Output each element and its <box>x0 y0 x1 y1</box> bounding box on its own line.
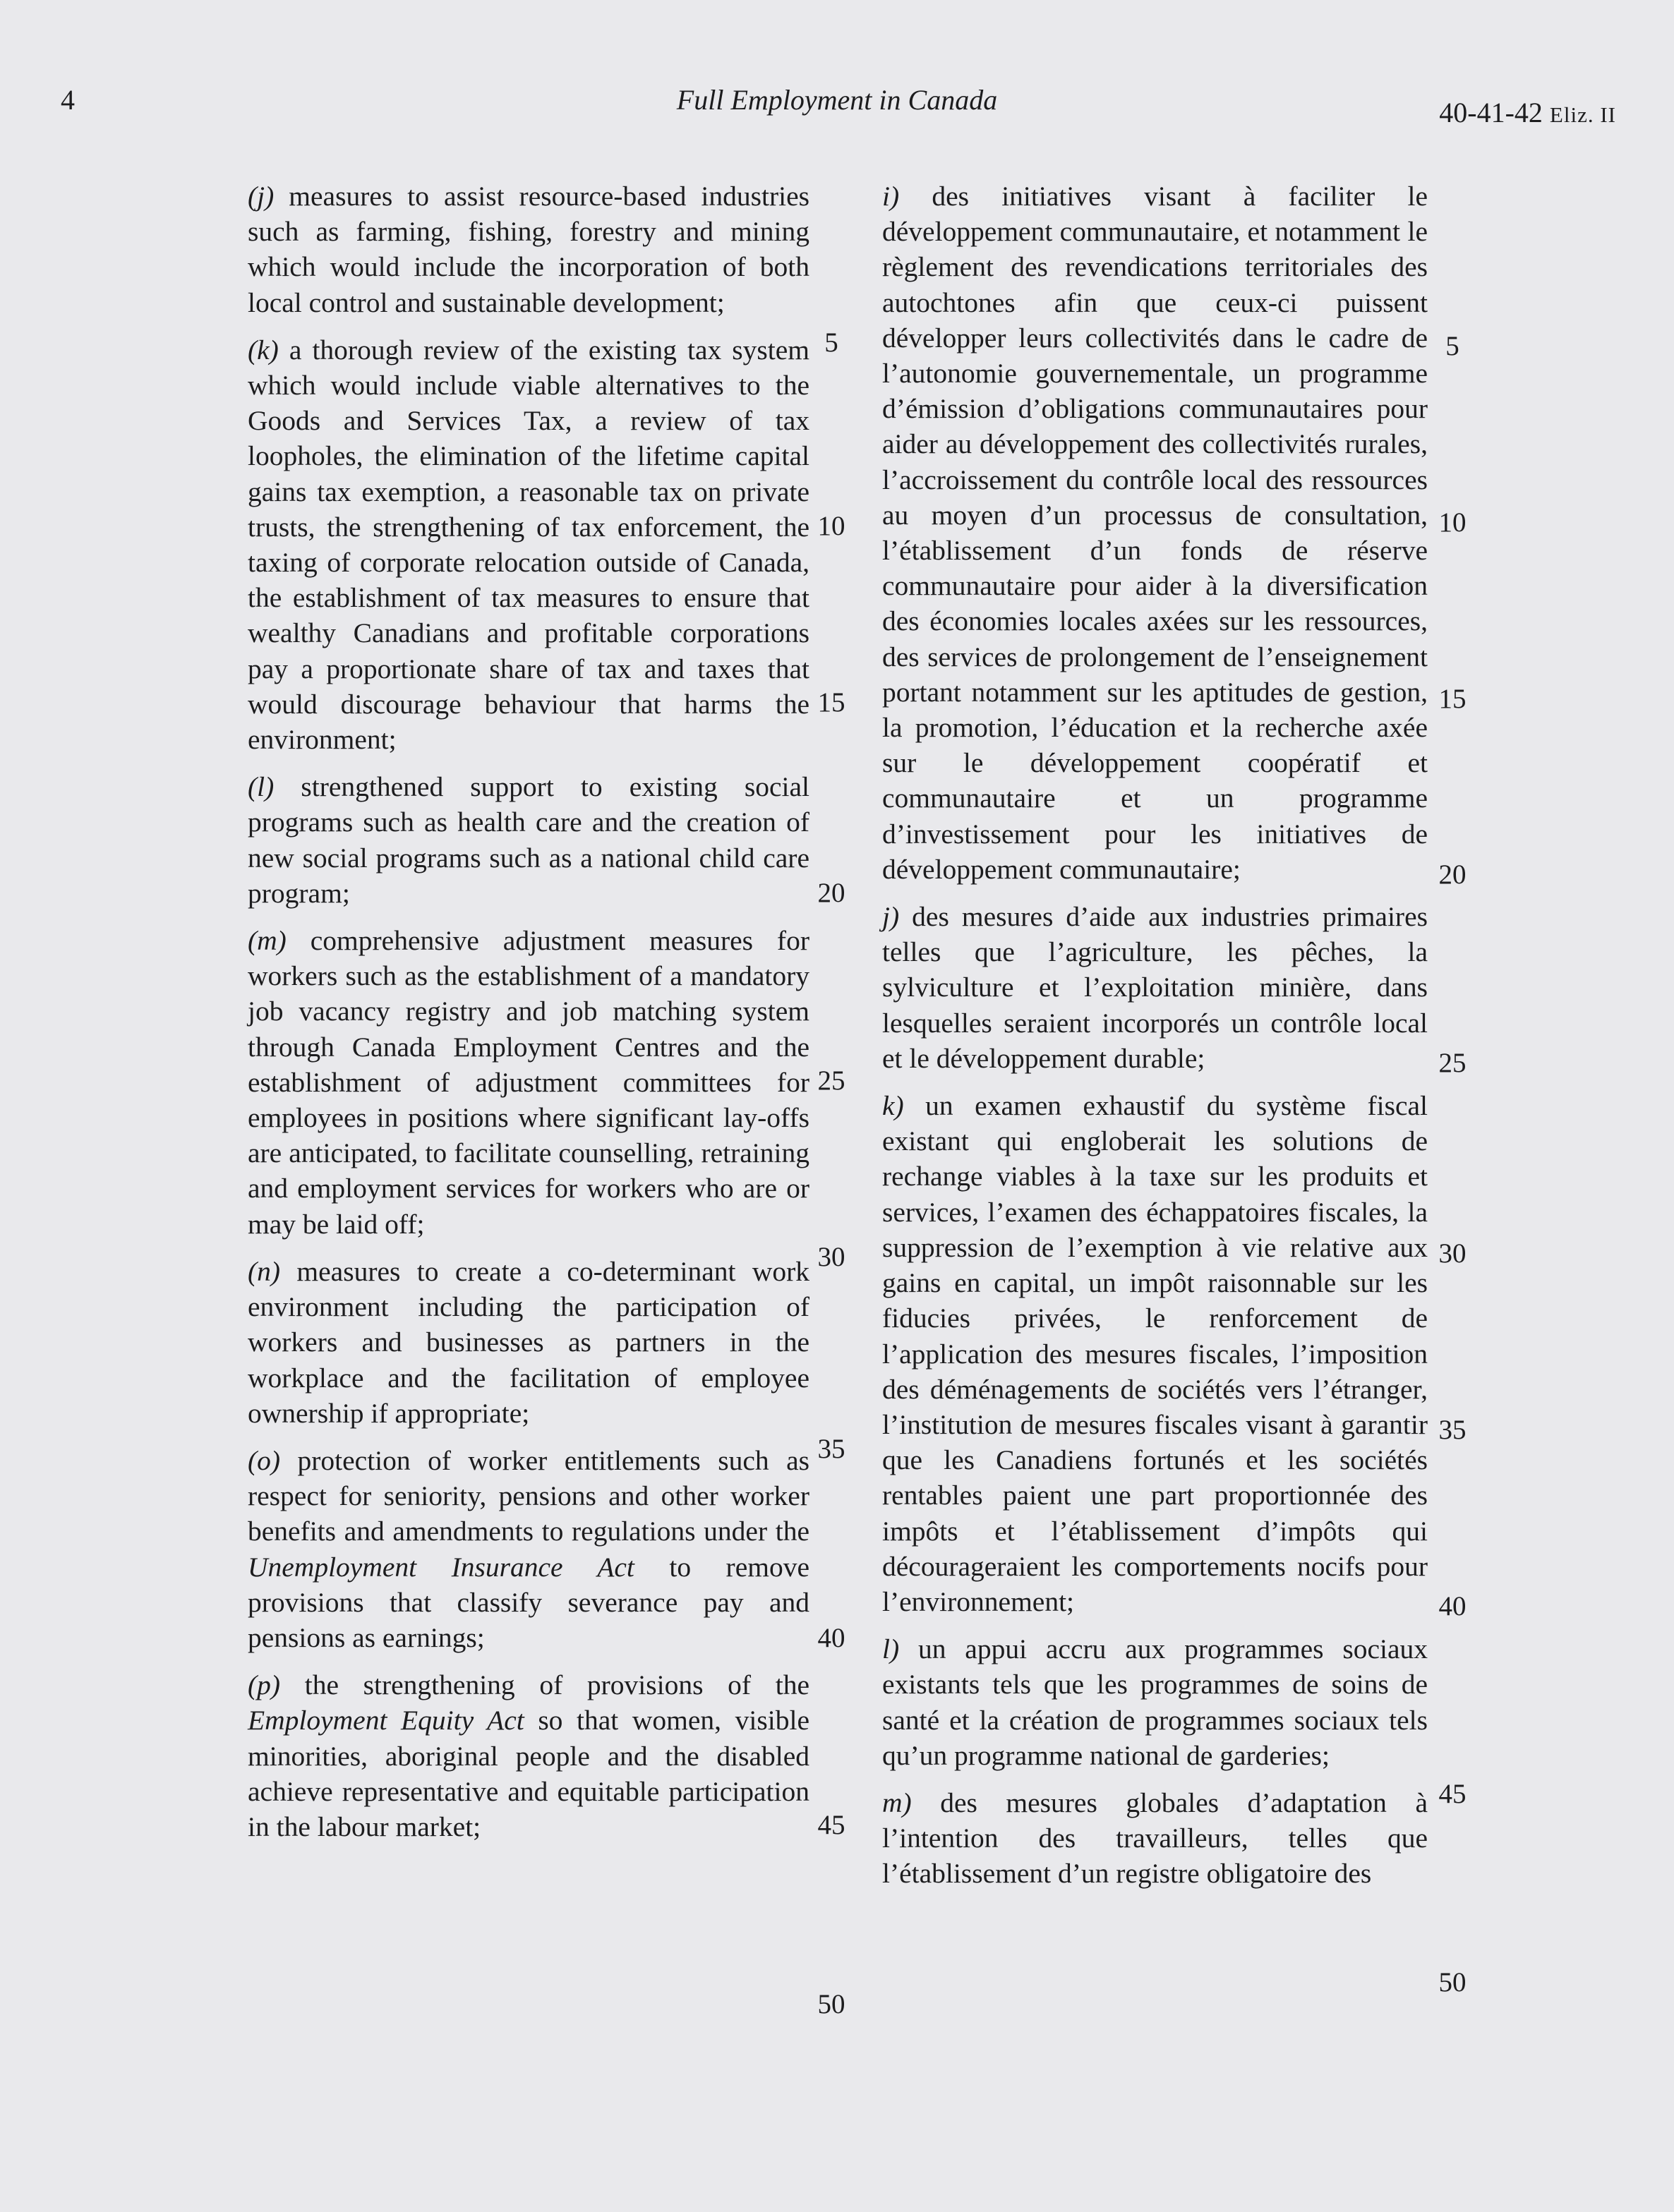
session-reference: 40-41-42 Eliz. II <box>1439 97 1616 128</box>
paragraph-n-en: (n) measures to create a co-determinant work environment including the participation of workers and businesses as partners in the workplace and the facilitation of employee ownership if appropriate; <box>248 1255 809 1429</box>
act-title: Unemployment Insurance Act <box>248 1551 634 1583</box>
clause-label: (o) <box>248 1444 281 1476</box>
paragraph-l-en: (l) strengthened support to existing social programs such as health care and the creation of new social programs such as a national child care program; <box>248 771 809 909</box>
clause-label: i) <box>882 181 900 212</box>
running-title: Full Employment in Canada <box>676 84 998 116</box>
line-number: 40 <box>817 1623 845 1653</box>
line-number: 10 <box>1438 507 1467 538</box>
paragraph-m-en: (m) comprehensive adjustment measures for workers such as the establishment of a mandatory job vacancy registry and job matching system through Canada Employment Centres and the establishment of adjustment committees for employees in positions where significant lay-offs are anticipated, to facilitate counselling, retraining and employment services for workers who are or may be laid off; <box>248 925 809 1240</box>
paragraph-i-fr: i) des initiatives visant à faciliter le développement communautaire, et notamment le règlement des revendications territoriales des autochtones afin que ceux-ci puissent développer leurs collectivités dans le cadre de l’autonomie gouvernementale, un programme d’émission d’obligations communautaires pour aider au développement des collectivités rurales, l’accroissement du contrôle local des ressources au moyen d’un processus de consultation, l’établissement d’un fonds de réserve communautaire pour aider à la diversification des économies locales axées sur les ressources, des services de prolongement de l’enseignement portant notamment sur les aptitudes de gestion, la promotion, l’éducation et la recherche axée sur le développement coopératif et communautaire et un programme d’investissement pour les initiatives de développement communautaire; <box>882 181 1428 885</box>
paragraph-j-en: (j) measures to assist resource-based industries such as farming, fishing, forestry and mining which would include the incorporation of both local control and sustainable development; <box>248 181 809 318</box>
line-number: 10 <box>817 511 845 541</box>
line-number: 50 <box>817 1989 845 2019</box>
clause-label: (k) <box>248 334 279 365</box>
paragraph-p-en: (p) the strengthening of provisions of the Employment Equity Act so that women, visible minorities, aboriginal people and the disabled achieve representative and equitable participation in the labour market; <box>248 1669 809 1842</box>
line-number: 20 <box>817 878 845 908</box>
clause-label: (n) <box>248 1255 281 1287</box>
paragraph-k-fr: k) un examen exhaustif du système fiscal existant qui engloberait les solutions de rechange viables à la taxe sur les produits et services, l’examen des échappatoires fiscales, la suppression de l’exemption à vie relative aux gains en capital, un impôt raisonnable sur les fiducies privées, le renforcement de l’application des mesures fiscales, l’imposition des déménagements de sociétés vers l’étranger, l’institution de mesures fiscales visant à garantir que les Canadiens fortunés et les sociétés rentables paient une part proportionnée des impôts et l’établissement d’impôts qui décourageraient les comportements nocifs pour l’environnement; <box>882 1090 1428 1617</box>
line-number: 25 <box>1438 1048 1467 1078</box>
line-number: 45 <box>817 1810 845 1840</box>
line-number: 30 <box>1438 1238 1467 1269</box>
page-number: 4 <box>61 84 75 116</box>
clause-label: j) <box>882 901 900 933</box>
line-number: 30 <box>817 1242 845 1272</box>
paragraph-j-fr: j) des mesures d’aide aux industries primaires telles que l’agriculture, les pêches, la sylviculture et l’exploitation minière, dans lesquelles seraient incorporés un contrôle local et le développement durable; <box>882 901 1428 1074</box>
line-number: 5 <box>824 327 838 358</box>
line-number: 25 <box>817 1065 845 1096</box>
clause-label: k) <box>882 1090 904 1122</box>
clause-label: m) <box>882 1787 912 1818</box>
line-number: 50 <box>1438 1967 1467 1998</box>
clause-label: (j) <box>248 181 275 212</box>
line-number: 35 <box>1438 1415 1467 1445</box>
paragraph-l-fr: l) un appui accru aux programmes sociaux existants tels que les programmes de soins de santé et la création de programmes sociaux tels qu’un programme national de garderies; <box>882 1633 1428 1771</box>
line-number: 15 <box>1438 684 1467 714</box>
act-title: Employment Equity Act <box>248 1705 524 1736</box>
english-column <box>248 179 809 1856</box>
clause-label: (m) <box>248 925 287 957</box>
line-number: 40 <box>1438 1591 1467 1621</box>
clause-label: l) <box>882 1633 900 1665</box>
paragraph-k-en: (k) a thorough review of the existing tax system which would include viable alternatives to the Goods and Services Tax, a review of tax loopholes, the elimination of the lifetime capital gains tax exemption, a reasonable tax on private trusts, the strengthening of tax enforcement, the taxing of corporate relocation outside of Canada, the establishment of tax measures to ensure that wealthy Canadians and profitable corporations pay a proportionate share of tax and taxes that would discourage behaviour that harms the environment; <box>248 334 809 756</box>
paragraph-m-fr: m) des mesures globales d’adaptation à l’intention des travailleurs, telles que l’établissement d’un registre obligatoire des <box>882 1787 1428 1890</box>
clause-label: (p) <box>248 1669 281 1701</box>
french-column <box>882 179 1428 1904</box>
line-number: 20 <box>1438 859 1467 890</box>
paragraph-o-en: (o) protection of worker entitlements such as respect for seniority, pensions and other worker benefits and amendments to regulations under the Unemployment Insurance Act to remove provisions that classify severance pay and pensions as earnings; <box>248 1444 809 1653</box>
line-number: 45 <box>1438 1779 1467 1809</box>
clause-label: (l) <box>248 771 275 803</box>
line-number: 15 <box>817 687 845 718</box>
line-number: 5 <box>1445 331 1459 361</box>
line-number: 35 <box>817 1434 845 1464</box>
